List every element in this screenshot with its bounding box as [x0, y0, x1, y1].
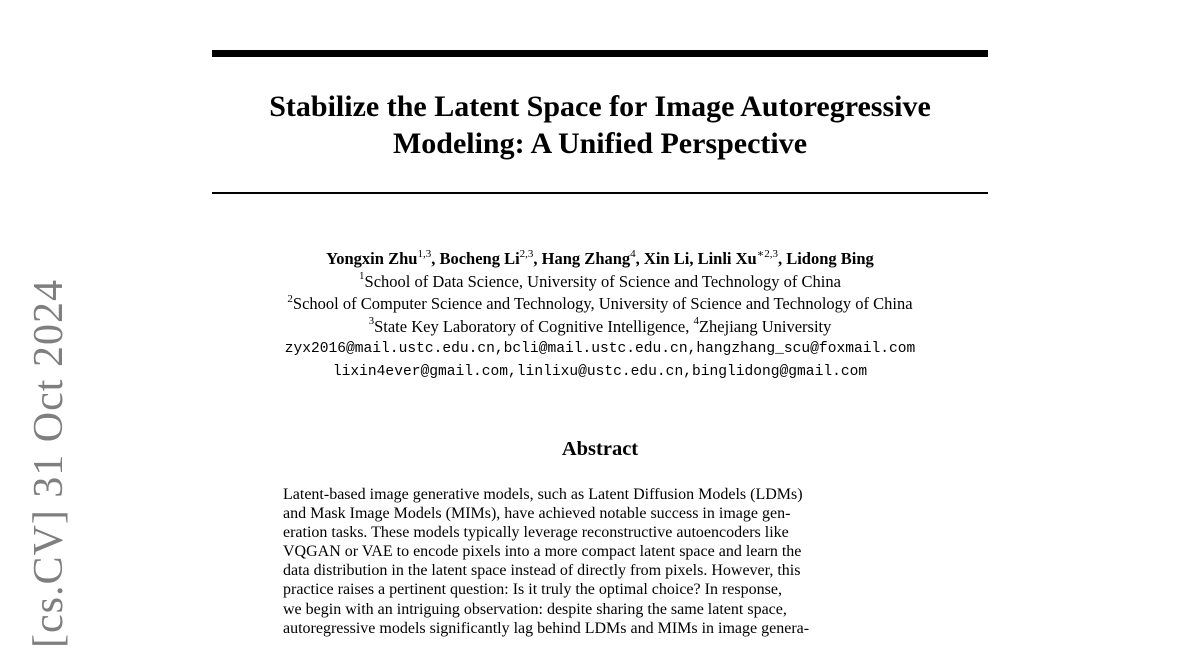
affiliation-line-1	[150, 271, 1050, 294]
email-line-1: zyx2016@mail.ustc.edu.cn,bcli@mail.ustc.edu.cn,hangzhang_scu@foxmail.com	[284, 341, 916, 357]
author-name: Linli Xu	[697, 249, 757, 268]
author-name: Hang Zhang	[541, 249, 631, 268]
title-line-2: Modeling: A Unified Perspective	[392, 127, 808, 160]
affiliation-text: Zhejiang University	[698, 316, 832, 336]
affiliation-line-2	[150, 293, 1050, 316]
affiliation-text: School of Computer Science and Technology, University of Science and Technology of China	[292, 294, 913, 313]
title-top-rule	[212, 50, 988, 57]
author-name: Bocheng Li	[439, 249, 520, 268]
affiliation-mark: 2	[287, 292, 293, 305]
abstract-heading: Abstract	[561, 438, 639, 460]
affiliation-text: School of Data Science, University of Science and Technology of China	[364, 271, 841, 291]
affiliation-mark: 1	[359, 270, 365, 282]
email-line-2: lixin4ever@gmail.com,linlixu@ustc.edu.cn,binglidong@gmail.com	[332, 363, 868, 380]
author-list	[150, 248, 1050, 271]
abstract-line: we begin with an intriguing observation: despite sharing the same latent space,	[283, 600, 787, 618]
author-separator: ,	[635, 249, 644, 268]
abstract-line: data distribution in the latent space instead of directly from pixels. However, this	[283, 562, 801, 580]
title-line-1: Stabilize the Latent Space for Image Autoregressive	[269, 90, 931, 123]
abstract-body	[283, 485, 923, 638]
abstract-line: VQGAN or VAE to encode pixels into a more compact latent space and learn the	[283, 543, 802, 561]
author-separator: ,	[533, 249, 542, 268]
abstract-line: and Mask Image Models (MIMs), have achieved notable success in image gen-	[283, 505, 791, 523]
author-name: Xin Li	[643, 249, 690, 268]
affiliation-mark: 4	[693, 315, 699, 327]
abstract-line: Latent-based image generative models, such as Latent Diffusion Models (LDMs)	[283, 486, 803, 503]
affiliation-line-3	[150, 316, 1050, 339]
author-name: Yongxin Zhu	[326, 249, 418, 268]
author-affiliation-mark: 4	[630, 247, 636, 260]
author-affiliation-mark: 1,3	[417, 247, 432, 260]
abstract-line: autoregressive models significantly lag behind LDMs and MIMs in image genera-	[283, 619, 810, 637]
author-affiliation-mark: ∗2,3	[756, 247, 778, 260]
affiliation-mark: 3	[368, 315, 375, 327]
title-bottom-rule	[212, 192, 988, 194]
author-name: Lidong Bing	[786, 249, 874, 268]
paper-title	[212, 88, 988, 162]
author-separator: ,	[431, 249, 440, 268]
author-separator: ,	[777, 249, 787, 268]
abstract-line: eration tasks. These models typically leverage reconstructive autoencoders like	[283, 524, 789, 542]
author-affiliation-mark: 2,3	[519, 247, 534, 260]
author-separator: ,	[689, 249, 698, 268]
abstract-line: practice raises a pertinent question: Is it truly the optimal choice? In response,	[283, 581, 782, 599]
arxiv-stamp: [cs.CV] 31 Oct 2024	[26, 279, 72, 648]
affiliation-text: State Key Laboratory of Cognitive Intelligence,	[374, 316, 694, 336]
author-block	[150, 248, 1050, 383]
